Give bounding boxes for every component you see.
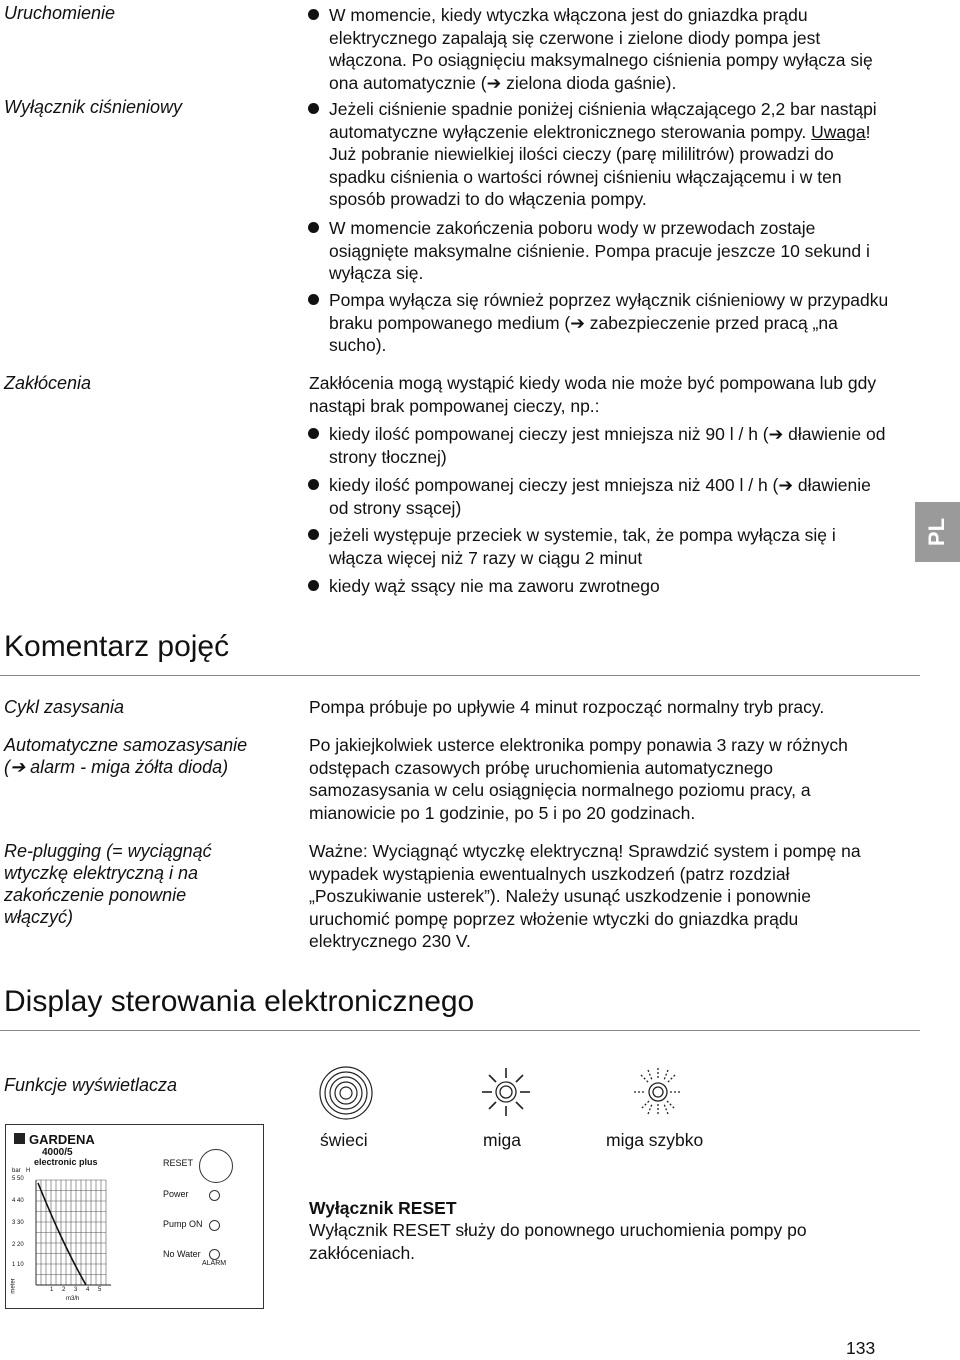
alarm-led-icon <box>209 1249 220 1260</box>
x-tick: 4 <box>86 1287 90 1293</box>
led-steady-icon <box>318 1065 374 1121</box>
bullet-text: W momencie, kiedy wtyczka włączona jest do gniazdka prądu elektrycznego zapalają się czerwone i zielone diody pompa jest włączona. Po osiągnięciu maksymalnego ciśnienia pompy wyłącza się ona automatycznie (➔ zielona dioda gaśnie). <box>329 5 873 93</box>
bullet-text: jeżeli występuje przeciek w systemie, tak, że pompa wyłącza się i włącza więcej niż 7 razy w ciągu 2 minut <box>329 525 836 568</box>
reset-title: Wyłącznik RESET <box>309 1198 457 1218</box>
glossary-definition: Ważne: Wyciągnąć wtyczkę elektryczną! Sprawdzić system i pompę na wypadek wystąpienia ewentualnych uszkodzeń (patrz rozdział „Poszukiwanie usterek”). Należy usunąć uszkodzenie i ponownie uruchomić pompę poprzez włożenie wtyczki do gniazdka prądu elektrycznego 230 V. <box>309 841 861 951</box>
divider <box>0 1030 920 1031</box>
pump-on-led-icon <box>209 1220 220 1231</box>
legend-fast-blinking: miga szybko <box>606 1130 704 1150</box>
y-tick: 5 50 <box>12 1176 24 1182</box>
led-blinking-icon <box>480 1066 532 1118</box>
panel-subtitle: electronic plus <box>34 1157 98 1167</box>
bullet-icon <box>308 222 319 233</box>
bullet-text: Pompa wyłącza się również poprzez wyłącznik ciśnieniowy w przypadku braku pompowanego medium (➔ zabezpieczenie przed pracą „na sucho). <box>329 290 889 355</box>
bullet-text: kiedy wąż ssący nie ma zaworu zwrotnego <box>329 576 660 596</box>
bullet-icon <box>308 428 319 439</box>
section-heading-display: Display sterowania elektronicznego <box>4 985 475 1018</box>
x-tick: 5 <box>98 1287 102 1293</box>
panel-reset-label: RESET <box>163 1158 194 1168</box>
bullet-icon <box>308 103 319 114</box>
x-tick: 3 <box>74 1287 78 1293</box>
panel-no-water-label: No Water <box>163 1249 201 1259</box>
bullet-text: kiedy ilość pompowanej cieczy jest mniejsza niż 400 l / h (➔ dławienie od strony ssącej) <box>329 475 871 518</box>
axis-h: H <box>26 1168 31 1174</box>
pump-curve <box>38 1183 86 1285</box>
bullet-icon <box>308 580 319 591</box>
y-tick: 2 20 <box>12 1242 24 1248</box>
y-tick: 4 40 <box>12 1198 24 1204</box>
label-wylacznik-cisnieniowy: Wyłącznik ciśnieniowy <box>4 97 183 117</box>
power-led-icon <box>209 1190 220 1201</box>
axis-bar: bar <box>12 1168 21 1174</box>
bullet-icon <box>308 529 319 540</box>
display-functions-label: Funkcje wyświetlacza <box>4 1075 178 1095</box>
axis-unit: m3/h <box>66 1296 80 1302</box>
uwaga-word: Uwaga <box>811 121 866 142</box>
divider <box>0 675 920 676</box>
language-tab <box>915 502 960 562</box>
bullet-icon <box>308 294 319 305</box>
axis-meter: meter <box>10 1278 17 1294</box>
label-uruchomienie: Uruchomienie <box>4 3 116 23</box>
bullet-text: Jeżeli ciśnienie spadnie poniżej ciśnienia włączającego 2,2 bar nastąpi automatyczne wyłączenie elektronicznego sterowania pompy. Uwaga! Już pobranie niewielkiej ilości cieczy (parę mililitrów) prowadzi do spadku ciśnienia o wartości równej ciśnieniu włączającemu i w ten sposób prowadzi to do włączenia pompy. <box>329 99 877 209</box>
y-tick: 1 10 <box>12 1262 24 1268</box>
label-zaklocenia: Zakłócenia <box>4 373 92 393</box>
bullet-icon <box>308 9 319 20</box>
page-number: 133 <box>846 1338 876 1358</box>
bullet-icon <box>308 479 319 490</box>
language-tab-label: PL <box>924 517 950 547</box>
panel-alarm-label: ALARM <box>202 1260 227 1267</box>
panel-brand: GARDENA <box>29 1132 95 1147</box>
x-tick: 2 <box>62 1287 66 1293</box>
legend-steady: świeci <box>320 1130 368 1150</box>
reset-button[interactable] <box>199 1149 233 1183</box>
section-heading-glossary: Komentarz pojęć <box>4 630 230 663</box>
y-tick: 3 30 <box>12 1220 24 1226</box>
glossary-term: Cykl zasysania <box>4 697 125 717</box>
bullet-text: kiedy ilość pompowanej cieczy jest mniejsza niż 90 l / h (➔ dławienie od strony tłocznej) <box>329 424 886 467</box>
panel-model: 4000/5 <box>42 1147 73 1158</box>
glossary-term: Automatyczne samozasysanie (➔ alarm - miga żółta dioda) <box>4 735 248 777</box>
x-tick: 1 <box>50 1287 54 1293</box>
faults-intro: Zakłócenia mogą wystąpić kiedy woda nie może być pompowana lub gdy nastąpi brak pompowanej cieczy, np.: <box>309 373 877 416</box>
panel-power-label: Power <box>163 1189 189 1199</box>
gardena-logo-mark <box>14 1133 25 1144</box>
led-fast-blinking-icon <box>632 1066 684 1118</box>
bullet-text: W momencie zakończenia poboru wody w przewodach zostaje osiągnięte maksymalne ciśnienie. Pompa pracuje jeszcze 10 sekund i wyłącza się. <box>329 218 870 283</box>
legend-blinking: miga <box>483 1130 521 1150</box>
glossary-term: Re-plugging (= wyciągnąć wtyczkę elektryczną i na zakończenie ponownie włączyć) <box>4 841 212 927</box>
glossary-definition: Po jakiejkolwiek usterce elektronika pompy ponawia 3 razy w różnych odstępach czasowych próbę uruchomienia automatycznego samozasysania w celu osiągnięcia normalnego poziomu pracy, a mianowicie po 1 godzinie, po 5 i po 20 godzinach. <box>309 735 848 823</box>
control-panel <box>5 1124 264 1309</box>
glossary-definition: Pompa próbuje po upływie 4 minut rozpocząć normalny tryb pracy. <box>309 697 825 717</box>
panel-pump-on-label: Pump ON <box>163 1219 203 1229</box>
reset-description: Wyłącznik RESET służy do ponownego uruchomienia pompy po zakłóceniach. <box>309 1220 807 1263</box>
